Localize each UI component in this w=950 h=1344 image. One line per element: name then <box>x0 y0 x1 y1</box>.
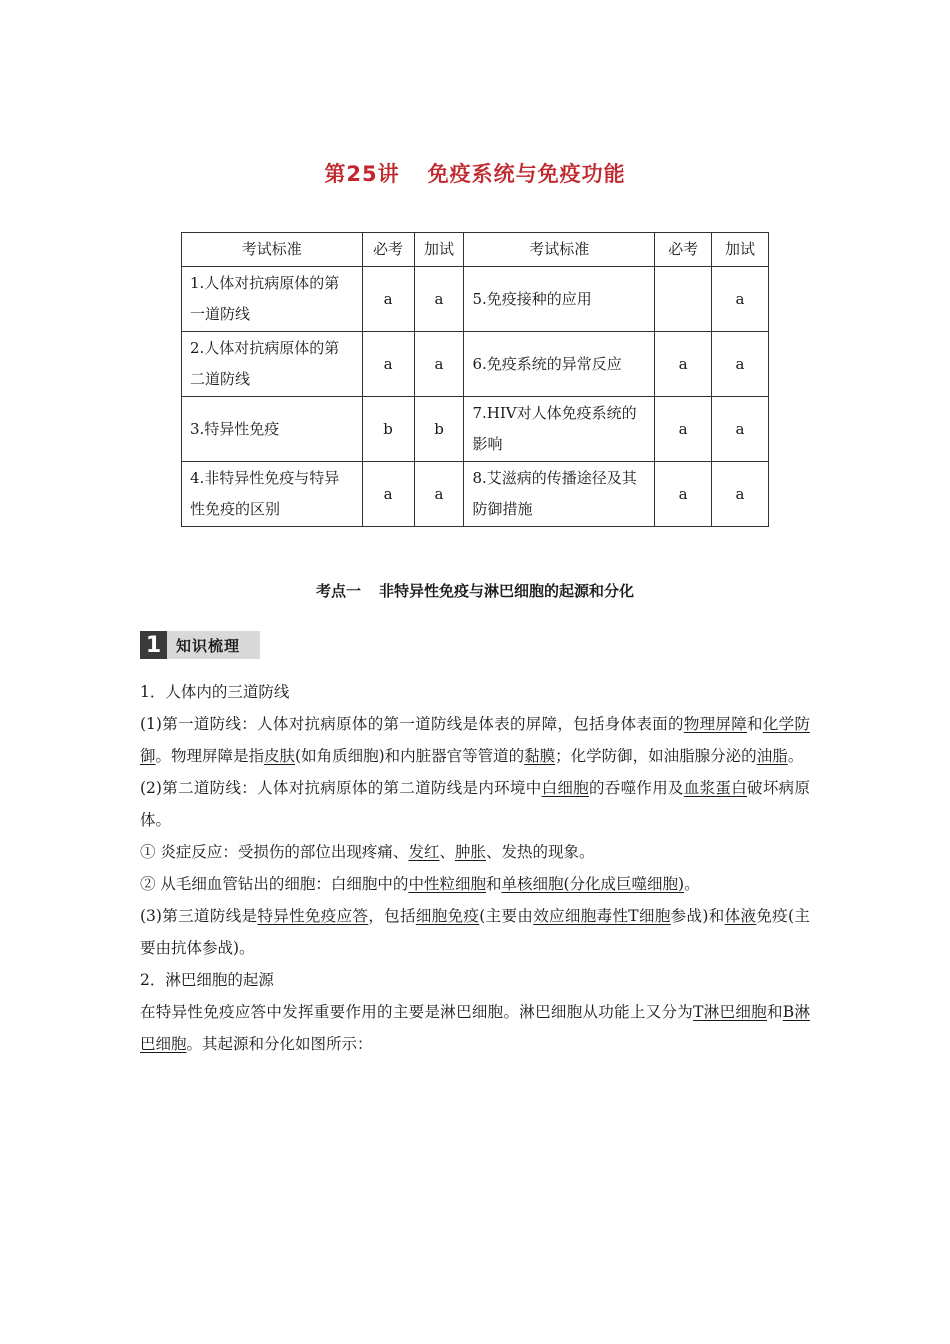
text-run: ；化学防御，如油脂腺分泌的 <box>555 747 757 765</box>
text-run: 和 <box>485 875 502 893</box>
table-cell: 5.免疫接种的应用 <box>464 267 655 332</box>
table-row <box>182 332 769 397</box>
table-cell: a <box>655 332 712 397</box>
content-body <box>140 676 810 1060</box>
text-run: 。 <box>684 875 700 893</box>
paragraph <box>140 900 810 964</box>
table-row <box>182 462 769 527</box>
page-title <box>0 158 950 188</box>
text-run: 、 <box>439 843 455 861</box>
paragraph <box>140 836 810 868</box>
table-header: 必考 <box>655 233 712 267</box>
table-cell: 8.艾滋病的传播途径及其防御措施 <box>464 462 655 527</box>
section-title: 非特异性免疫与淋巴细胞的起源和分化 <box>379 582 635 600</box>
table-cell: a <box>414 332 464 397</box>
key-term: 效应细胞毒性T细胞 <box>533 907 671 925</box>
section-heading <box>0 580 950 601</box>
key-term: 肿胀 <box>454 843 486 861</box>
key-term: T淋巴细胞 <box>693 1003 767 1021</box>
table-header: 考试标准 <box>464 233 655 267</box>
key-term: 中性粒细胞 <box>408 875 486 893</box>
badge-label: 知识梳理 <box>176 636 241 655</box>
paragraph <box>140 996 810 1060</box>
text-run: (2)第二道防线：人体对抗病原体的第二道防线是内环境中 <box>140 779 542 797</box>
text-run: 。 <box>787 747 804 765</box>
key-term: 物理屏障 <box>683 715 748 733</box>
table-cell: a <box>414 462 464 527</box>
text-run: ，包括 <box>368 907 416 925</box>
text-run: ② 从毛细血管钻出的细胞：白细胞中的 <box>140 875 409 893</box>
key-term: 单核细胞(分化成巨噬细胞) <box>501 875 685 893</box>
text-run: 和 <box>747 715 763 733</box>
table-header: 加试 <box>712 233 769 267</box>
table-cell: 2.人体对抗病原体的第二道防线 <box>182 332 363 397</box>
text-run: 免疫(主要由抗体参战)。 <box>140 907 810 957</box>
text-run: 和 <box>766 1003 783 1021</box>
table-cell: b <box>414 397 464 462</box>
key-term: 体液 <box>724 907 757 925</box>
text-run: (1)第一道防线：人体对抗病原体的第一道防线是体表的屏障，包括身体表面的 <box>140 715 684 733</box>
key-term: 化学防御 <box>140 715 810 765</box>
text-run: (如角质细胞)和内脏器官等管道的 <box>295 747 525 765</box>
paragraph <box>140 772 810 836</box>
lesson-title: 免疫系统与免疫功能 <box>427 162 626 186</box>
table-cell <box>655 267 712 332</box>
text-run: ① 炎症反应：受损伤的部位出现疼痛、 <box>140 843 409 861</box>
text-run: 、发热的现象。 <box>485 843 595 861</box>
table-cell: a <box>655 462 712 527</box>
key-term: 发红 <box>408 843 440 861</box>
key-term: 白细胞 <box>541 779 589 797</box>
table-cell: a <box>712 397 769 462</box>
table-cell: a <box>712 267 769 332</box>
knowledge-badge <box>140 631 260 659</box>
badge-number: 1 <box>140 631 167 659</box>
text-run: 在特异性免疫应答中发挥重要作用的主要是淋巴细胞。淋巴细胞从功能上又分为 <box>140 1003 694 1021</box>
text-run: 。物理屏障是指 <box>155 747 265 765</box>
table-cell: b <box>362 397 414 462</box>
table-header: 考试标准 <box>182 233 363 267</box>
key-term: 特异性免疫应答 <box>257 907 369 925</box>
table-cell: a <box>655 397 712 462</box>
text-run: (主要由 <box>479 907 534 925</box>
key-term: 血浆蛋白 <box>683 779 748 797</box>
paragraph <box>140 868 810 900</box>
table-cell: 1.人体对抗病原体的第一道防线 <box>182 267 363 332</box>
table-cell: 7.HIV对人体免疫系统的影响 <box>464 397 655 462</box>
table-cell: a <box>712 332 769 397</box>
key-term: B淋巴细胞 <box>140 1003 810 1053</box>
text-run: 参战)和 <box>670 907 725 925</box>
table-cell: a <box>414 267 464 332</box>
table-header: 必考 <box>362 233 414 267</box>
key-term: 细胞免疫 <box>415 907 480 925</box>
text-run: 。其起源和分化如图所示： <box>186 1035 373 1053</box>
paragraph <box>140 708 810 772</box>
text-run: (3)第三道防线是 <box>140 907 258 925</box>
text-run: 破坏病原体。 <box>140 779 810 829</box>
exam-standards-table <box>181 232 769 527</box>
subheading: 1．人体内的三道防线 <box>140 683 290 701</box>
table-cell: a <box>712 462 769 527</box>
table-cell: 3.特异性免疫 <box>182 397 363 462</box>
section-label: 考点一 <box>315 582 361 600</box>
table-cell: 6.免疫系统的异常反应 <box>464 332 655 397</box>
key-term: 黏膜 <box>524 747 556 765</box>
key-term: 油脂 <box>756 747 788 765</box>
subheading: 2．淋巴细胞的起源 <box>140 971 274 989</box>
table-row <box>182 397 769 462</box>
table-cell: 4.非特异性免疫与特异性免疫的区别 <box>182 462 363 527</box>
table-cell: a <box>362 332 414 397</box>
table-cell: a <box>362 267 414 332</box>
table-header-row <box>182 233 769 267</box>
text-run: 的吞噬作用及 <box>588 779 684 797</box>
table-cell: a <box>362 462 414 527</box>
table-header: 加试 <box>414 233 464 267</box>
lesson-number: 第25讲 <box>324 162 400 186</box>
table-row <box>182 267 769 332</box>
key-term: 皮肤 <box>264 747 296 765</box>
